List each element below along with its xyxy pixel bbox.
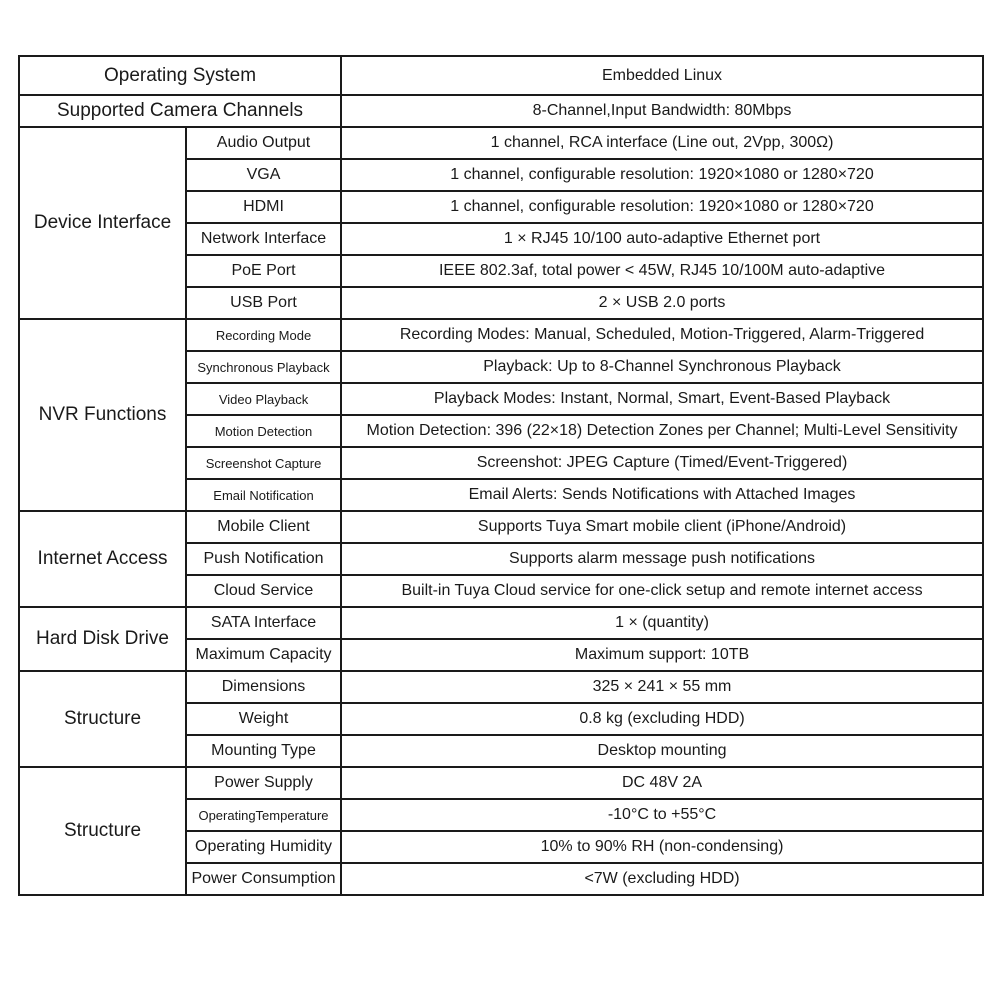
spec-value: 10% to 90% RH (non-condensing) <box>341 831 983 863</box>
category-device-interface: Device Interface <box>19 127 186 319</box>
spec-row <box>19 56 983 95</box>
spec-value: IEEE 802.3af, total power < 45W, RJ45 10/100M auto-adaptive <box>341 255 983 287</box>
spec-value: Desktop mounting <box>341 735 983 767</box>
spec-label: Power Supply <box>186 767 341 799</box>
spec-label: Mounting Type <box>186 735 341 767</box>
spec-value: <7W (excluding HDD) <box>341 863 983 895</box>
category-structure-power: Structure <box>19 767 186 895</box>
spec-label: Screenshot Capture <box>186 447 341 479</box>
category-hard-disk-drive: Hard Disk Drive <box>19 607 186 671</box>
spec-value: 325 × 241 × 55 mm <box>341 671 983 703</box>
spec-table <box>18 55 984 896</box>
spec-label: Weight <box>186 703 341 735</box>
spec-value: Screenshot: JPEG Capture (Timed/Event-Triggered) <box>341 447 983 479</box>
spec-label: Video Playback <box>186 383 341 415</box>
spec-value: 1 channel, configurable resolution: 1920×1080 or 1280×720 <box>341 159 983 191</box>
spec-value: 1 channel, RCA interface (Line out, 2Vpp, 300Ω) <box>341 127 983 159</box>
spec-label: Operating Humidity <box>186 831 341 863</box>
spec-row <box>19 319 983 351</box>
spec-value: 8-Channel,Input Bandwidth: 80Mbps <box>341 95 983 127</box>
spec-value: Supports alarm message push notifications <box>341 543 983 575</box>
spec-label: Email Notification <box>186 479 341 511</box>
spec-value: Playback: Up to 8-Channel Synchronous Playback <box>341 351 983 383</box>
spec-label: Mobile Client <box>186 511 341 543</box>
spec-label: Power Consumption <box>186 863 341 895</box>
spec-label: Motion Detection <box>186 415 341 447</box>
spec-value: 1 × (quantity) <box>341 607 983 639</box>
spec-value: 1 × RJ45 10/100 auto-adaptive Ethernet port <box>341 223 983 255</box>
spec-row <box>19 671 983 703</box>
spec-value: Email Alerts: Sends Notifications with Attached Images <box>341 479 983 511</box>
spec-value: DC 48V 2A <box>341 767 983 799</box>
spec-value: Recording Modes: Manual, Scheduled, Motion-Triggered, Alarm-Triggered <box>341 319 983 351</box>
spec-label: Supported Camera Channels <box>19 95 341 127</box>
spec-row <box>19 127 983 159</box>
category-nvr-functions: NVR Functions <box>19 319 186 511</box>
spec-value: Built-in Tuya Cloud service for one-click setup and remote internet access <box>341 575 983 607</box>
category-structure: Structure <box>19 671 186 767</box>
spec-label: Push Notification <box>186 543 341 575</box>
spec-label: Operating System <box>19 56 341 95</box>
spec-value: 1 channel, configurable resolution: 1920×1080 or 1280×720 <box>341 191 983 223</box>
spec-value: 2 × USB 2.0 ports <box>341 287 983 319</box>
spec-label: OperatingTemperature <box>186 799 341 831</box>
spec-label: HDMI <box>186 191 341 223</box>
spec-row <box>19 511 983 543</box>
spec-label: Network Interface <box>186 223 341 255</box>
spec-label: Recording Mode <box>186 319 341 351</box>
spec-label: Dimensions <box>186 671 341 703</box>
spec-value: 0.8 kg (excluding HDD) <box>341 703 983 735</box>
spec-row <box>19 607 983 639</box>
spec-label: PoE Port <box>186 255 341 287</box>
spec-row <box>19 767 983 799</box>
spec-value: -10°C to +55°C <box>341 799 983 831</box>
spec-label: Cloud Service <box>186 575 341 607</box>
spec-row <box>19 95 983 127</box>
spec-label: SATA Interface <box>186 607 341 639</box>
spec-value: Playback Modes: Instant, Normal, Smart, Event-Based Playback <box>341 383 983 415</box>
spec-label: Synchronous Playback <box>186 351 341 383</box>
spec-label: Maximum Capacity <box>186 639 341 671</box>
spec-value: Supports Tuya Smart mobile client (iPhone/Android) <box>341 511 983 543</box>
spec-label: Audio Output <box>186 127 341 159</box>
spec-value: Embedded Linux <box>341 56 983 95</box>
spec-value: Motion Detection: 396 (22×18) Detection Zones per Channel; Multi-Level Sensitivity <box>341 415 983 447</box>
spec-label: USB Port <box>186 287 341 319</box>
spec-label: VGA <box>186 159 341 191</box>
spec-value: Maximum support: 10TB <box>341 639 983 671</box>
category-internet-access: Internet Access <box>19 511 186 607</box>
